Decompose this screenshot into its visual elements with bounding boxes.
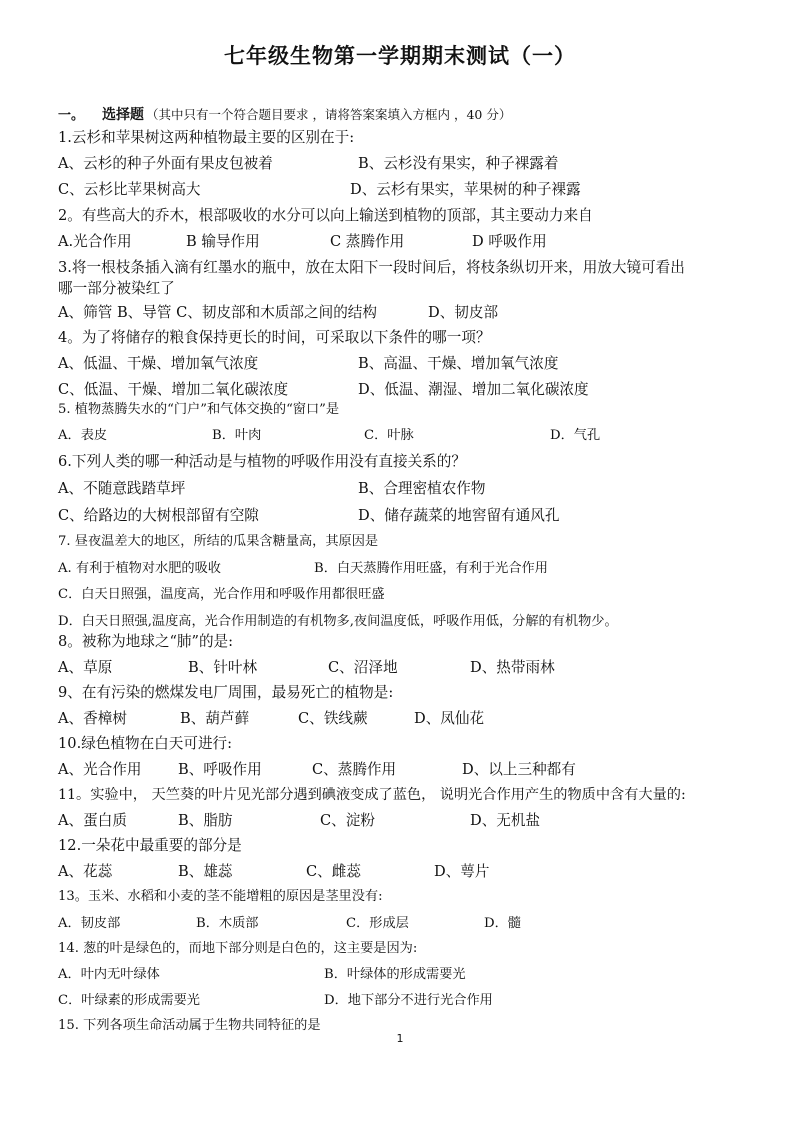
question-8-option-b: B、针叶林: [188, 659, 258, 676]
question-3-stem: 3.将一根枝条插入滴有红墨水的瓶中，放在太阳下一段时间后，将枝条纵切开来，用放大镜可看出: [58, 259, 685, 276]
question-5-option-c: C．叶脉: [364, 428, 414, 443]
question-8-option-a: A、草原: [58, 659, 113, 676]
question-4-option-c: C、低温、干燥、增加二氧化碳浓度: [58, 381, 289, 398]
question-12-option-a: A、花蕊: [58, 863, 113, 880]
question-9-stem: 9、在有污染的燃煤发电厂周围，最易死亡的植物是:: [58, 684, 394, 701]
question-7-stem: 7. 昼夜温差大的地区，所结的瓜果含糖量高，其原因是: [58, 534, 379, 549]
question-11-option-c: C、淀粉: [320, 812, 375, 829]
question-3-option-abc: A、筛管 B、导管 C、韧皮部和木质部之间的结构: [58, 304, 377, 321]
question-14-stem: 14. 葱的叶是绿色的，而地下部分则是白色的，这主要是因为:: [58, 941, 418, 956]
question-7-option-d: D．白天日照强,温度高，光合作用制造的有机物多,夜间温度低，呼吸作用低，分解的有机物少。: [58, 614, 618, 629]
question-15-stem: 15. 下列各项生命活动属于生物共同特征的是: [58, 1018, 321, 1033]
question-10-option-c: C、蒸腾作用: [312, 761, 397, 778]
question-12-option-b: B、雄蕊: [178, 863, 233, 880]
question-13-stem: 13。玉米、水稻和小麦的茎不能增粗的原因是茎里没有:: [58, 889, 383, 904]
question-12-option-d: D、萼片: [434, 863, 490, 880]
question-5-option-d: D．气孔: [550, 428, 601, 443]
question-11-stem: 11。实验中， 天竺葵的叶片见光部分遇到碘液变成了蓝色， 说明光合作用产生的物质中含有大量的:: [58, 787, 686, 803]
question-12-option-c: C、雌蕊: [306, 863, 361, 880]
question-3-stem-line-2: 哪一部分被染红了: [58, 280, 175, 297]
question-9-option-c: C、铁线蕨: [298, 710, 368, 727]
question-12-stem: 12.一朵花中最重要的部分是: [58, 837, 242, 854]
question-10-stem: 10.绿色植物在白天可进行:: [58, 735, 233, 752]
question-2-option-a: A.光合作用: [58, 233, 132, 250]
page-title: 七年级生物第一学期期末测试（一）: [224, 44, 576, 68]
question-9-option-a: A、香樟树: [58, 710, 127, 727]
question-10-option-a: A、光合作用: [58, 761, 142, 778]
question-2-option-b: B 输导作用: [186, 233, 260, 250]
section-number: 一。: [58, 108, 85, 123]
question-1-stem: 1.云杉和苹果树这两种植物最主要的区别在于:: [58, 129, 355, 146]
question-4-stem: 4。为了将储存的粮食保持更长的时间，可采取以下条件的哪一项？: [58, 329, 491, 346]
question-8-stem: 8。被称为地球之“肺”的是:: [58, 633, 234, 650]
question-6-option-c: C、给路边的大树根部留有空隙: [58, 507, 259, 524]
question-8-option-d: D、热带雨林: [470, 659, 555, 676]
question-10-option-b: B、呼吸作用: [178, 761, 262, 778]
question-3-option-d: D、韧皮部: [428, 304, 499, 321]
question-4-option-a: A、低温、干燥、增加氧气浓度: [58, 355, 259, 372]
section-heading: 选择题: [102, 107, 145, 123]
question-5-option-a: A．表皮: [58, 428, 108, 443]
question-5-option-b: B．叶肉: [212, 428, 262, 443]
question-6-stem: 6.下列人类的哪一种活动是与植物的呼吸作用没有直接关系的？: [58, 453, 466, 470]
question-6-option-d: D、储存蔬菜的地窖留有通风孔: [358, 507, 560, 524]
question-4-option-d: D、低温、潮湿、增加二氧化碳浓度: [358, 381, 589, 398]
question-7-option-a: A. 有利于植物对水肥的吸收: [58, 561, 221, 576]
question-9-option-d: D、凤仙花: [414, 710, 485, 727]
question-2-option-c: C 蒸腾作用: [330, 233, 405, 250]
question-7-option-b: B．白天蒸腾作用旺盛，有利于光合作用: [314, 561, 548, 576]
question-5-stem: 5. 植物蒸腾失水的“门户”和气体交换的“窗口”是: [58, 402, 340, 417]
question-13-option-c: C．形成层: [346, 916, 409, 931]
question-14-option-c: C．叶绿素的形成需要光: [58, 993, 200, 1008]
section-header: [58, 105, 511, 126]
question-11-option-a: A、蛋白质: [58, 812, 127, 829]
question-1-option-b: B、云杉没有果实，种子裸露着: [358, 155, 559, 172]
question-6-option-a: A、不随意践踏草坪: [58, 480, 186, 497]
question-11-option-d: D、无机盐: [470, 812, 541, 829]
question-10-option-d: D、以上三种都有: [462, 761, 576, 778]
section-note: （其中只有一个符合题目要求 ，请将答案案填入方框内 ，40 分）: [146, 107, 512, 122]
question-14-option-a: A．叶内无叶绿体: [58, 967, 160, 982]
question-2-option-d: D 呼吸作用: [472, 233, 547, 250]
question-1-option-c: C、云杉比苹果树高大: [58, 181, 201, 198]
question-4-option-b: B、高温、干燥、增加氧气浓度: [358, 355, 559, 372]
question-11-option-b: B、脂肪: [178, 812, 233, 829]
question-14-option-d: D．地下部分不进行光合作用: [324, 993, 493, 1008]
question-2-stem: 2。有些高大的乔木，根部吸收的水分可以向上输送到植物的顶部，其主要动力来自: [58, 207, 593, 224]
question-13-option-d: D．髓: [484, 916, 521, 931]
question-13-option-b: B．木质部: [196, 916, 259, 931]
question-6-option-b: B、合理密植农作物: [358, 480, 486, 497]
question-8-option-c: C、沼泽地: [328, 659, 398, 676]
question-14-option-b: B．叶绿体的形成需要光: [324, 967, 466, 982]
question-1-option-a: A、云杉的种子外面有果皮包被着: [58, 155, 273, 172]
question-13-option-a: A．韧皮部: [58, 916, 121, 931]
question-7-option-c: C．白天日照强，温度高，光合作用和呼吸作用都很旺盛: [58, 587, 385, 602]
question-1-option-d: D、云杉有果实，苹果树的种子裸露: [350, 181, 581, 198]
page-number: 1: [396, 1032, 404, 1045]
question-9-option-b: B、葫芦藓: [180, 710, 250, 727]
